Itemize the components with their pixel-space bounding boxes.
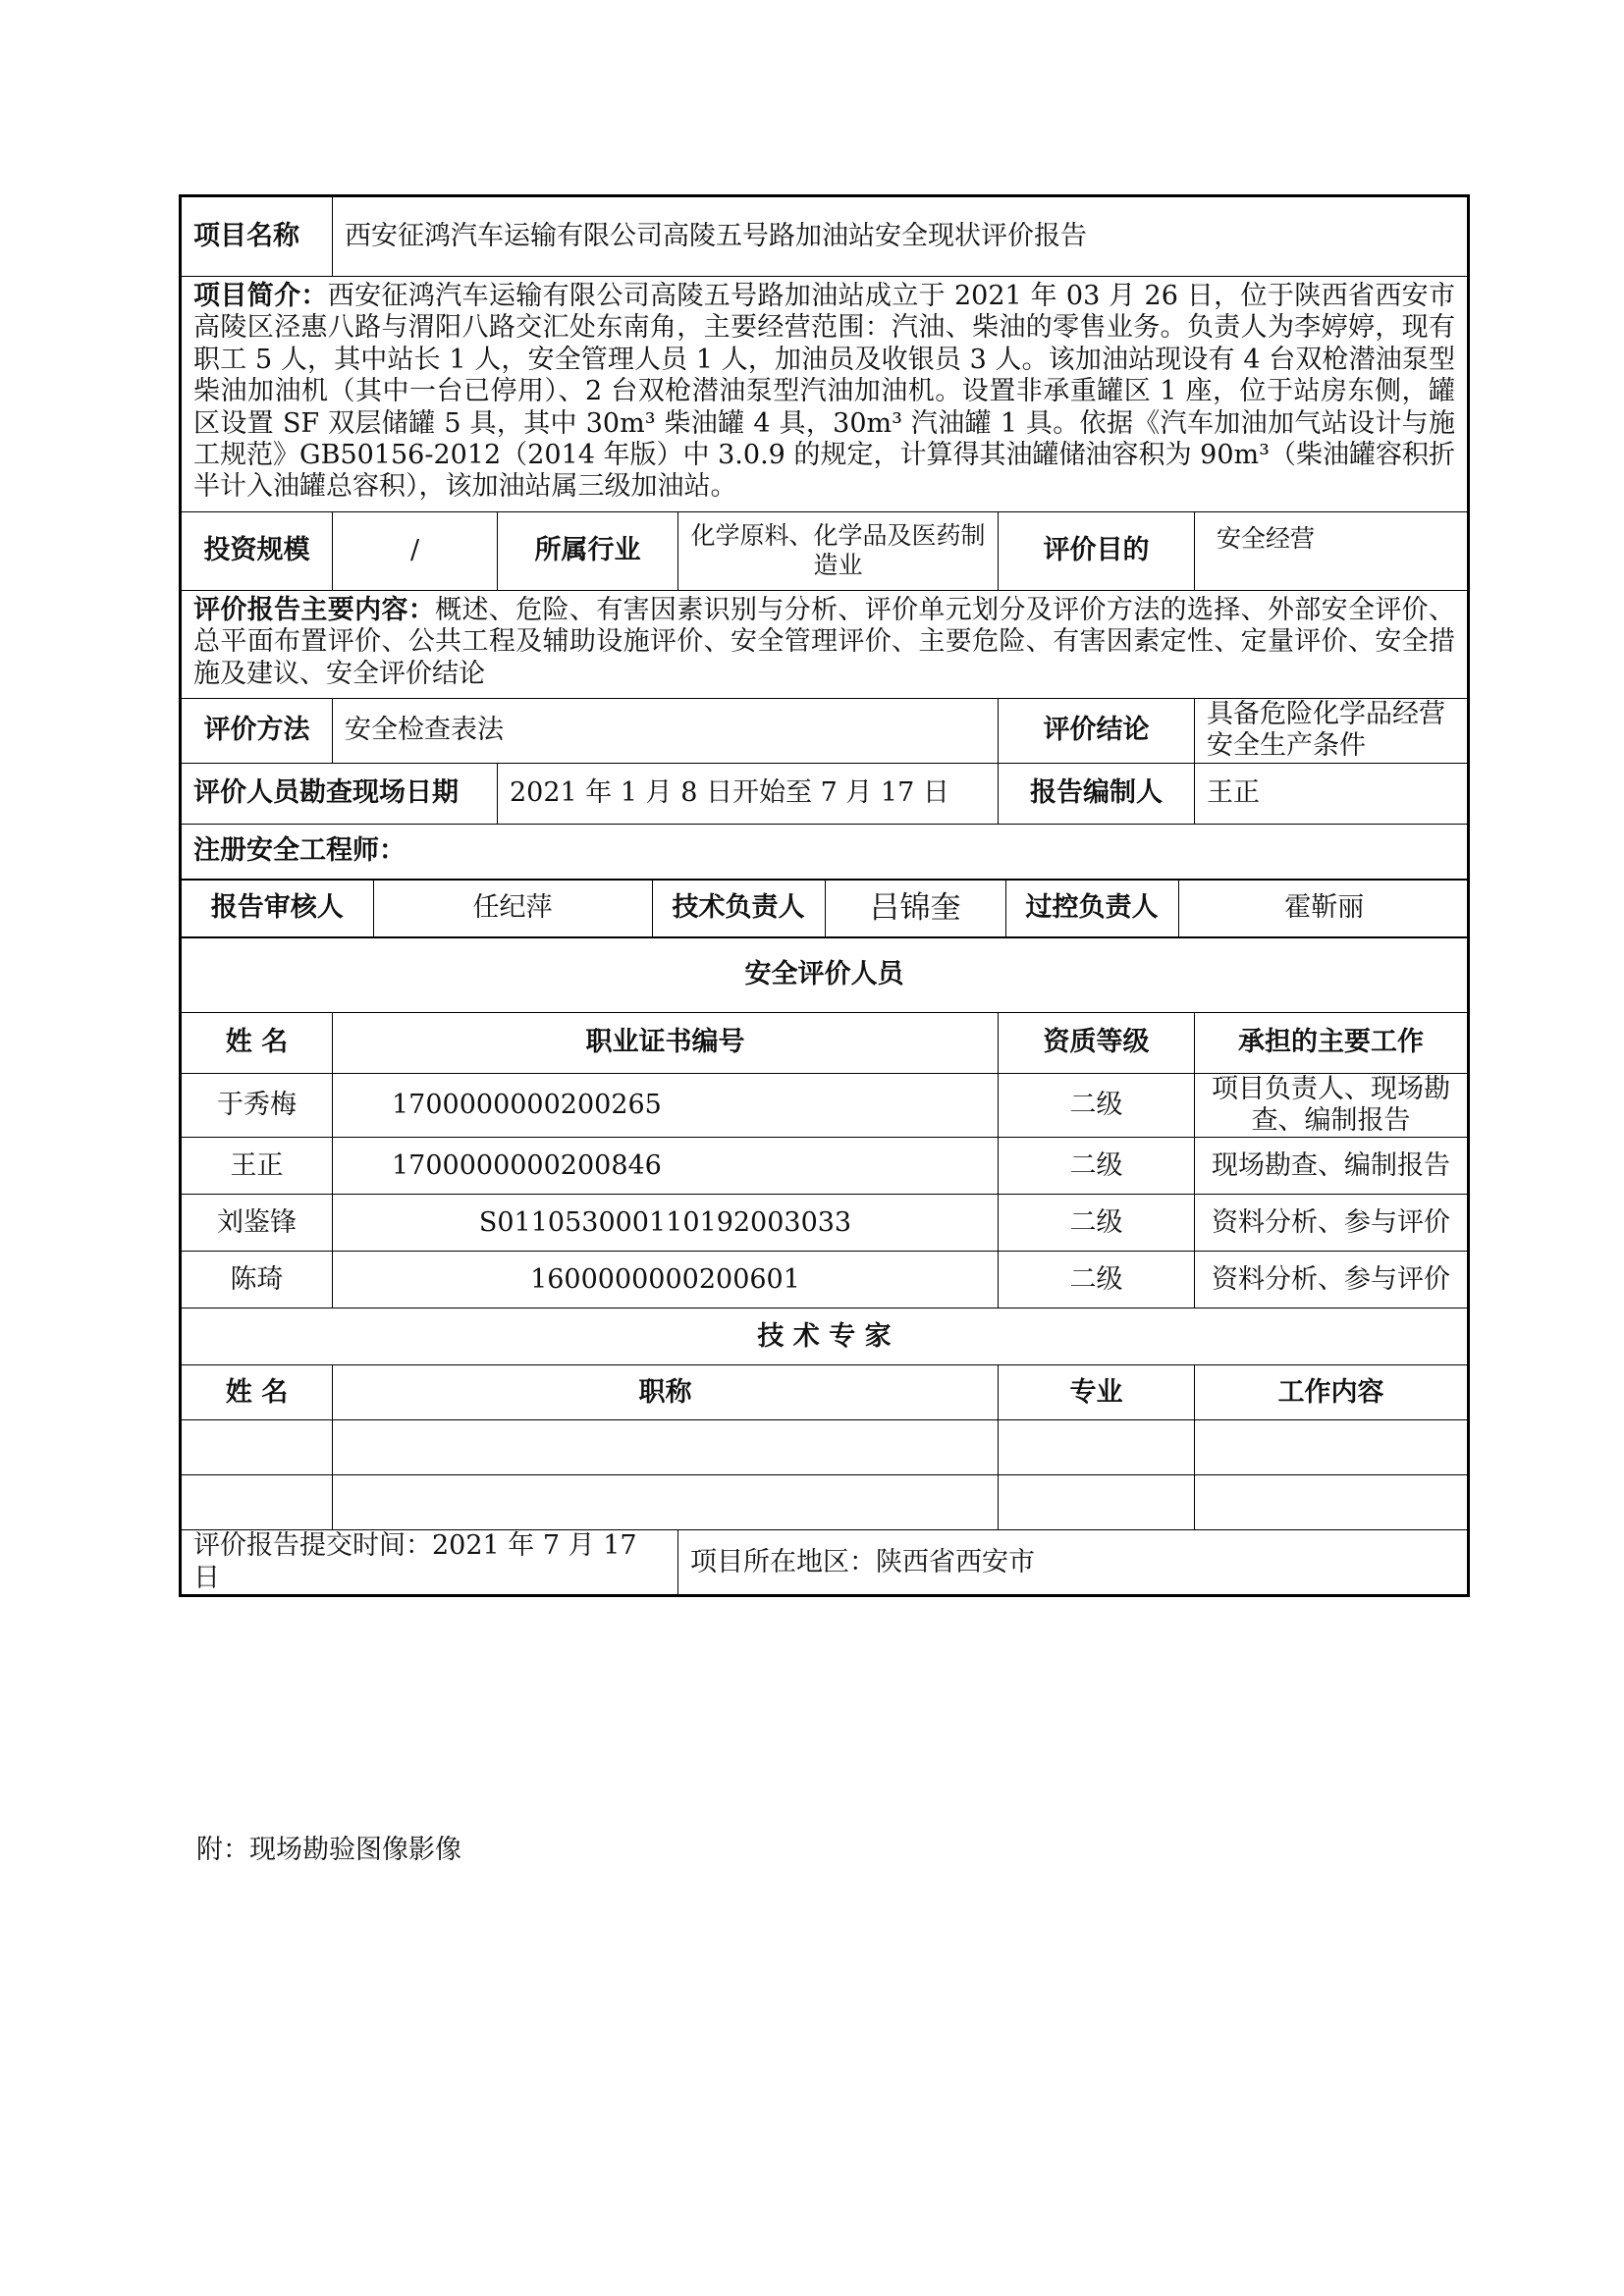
personnel-header-name: 姓 名 (181, 1012, 333, 1073)
submit-date: 评价报告提交时间：2021 年 7 月 17 日 (181, 1530, 678, 1596)
empty-cell (333, 1420, 999, 1475)
purpose-value: 安全经营 (1195, 511, 1469, 590)
personnel-header-level: 资质等级 (999, 1012, 1195, 1073)
content-text: 概述、危险、有害因素识别与分析、评价单元划分及评价方法的选择、外部安全评价、总平面布置评价、公共工程及辅助设施评价、安全管理评价、主要危险、有害因素定性、定量评价、安全措施及建议、安全评价结论 (193, 594, 1456, 689)
conclusion-value: 具备危险化学品经营安全生产条件 (1195, 698, 1469, 763)
empty-cell (1195, 1475, 1469, 1530)
survey-row (181, 763, 1469, 824)
personnel-level: 二级 (999, 1138, 1195, 1195)
content-label: 评价报告主要内容： (193, 594, 436, 625)
project-name-label: 项目名称 (181, 196, 333, 277)
method-value: 安全检查表法 (333, 698, 999, 763)
engineers-subtable (182, 880, 1469, 937)
personnel-header-cert: 职业证书编号 (333, 1012, 999, 1073)
personnel-level: 二级 (999, 1195, 1195, 1252)
project-name-value: 西安征鸿汽车运输有限公司高陵五号路加油站安全现状评价报告 (333, 196, 1469, 277)
personnel-work: 资料分析、参与评价 (1195, 1195, 1469, 1252)
survey-date-value: 2021 年 1 月 8 日开始至 7 月 17 日 (498, 763, 999, 824)
reviewer-label: 报告审核人 (182, 880, 373, 936)
experts-title: 技 术 专 家 (181, 1308, 1469, 1365)
investment-scale-label: 投资规模 (181, 511, 333, 590)
experts-header-work: 工作内容 (1195, 1365, 1469, 1420)
personnel-title-row (181, 937, 1469, 1012)
experts-header-major: 专业 (999, 1365, 1195, 1420)
tech-lead-label: 技术负责人 (652, 880, 825, 936)
process-lead-value: 霍靳丽 (1178, 880, 1469, 936)
experts-title-row (181, 1308, 1469, 1365)
report-table (179, 194, 1470, 1597)
table-row (181, 1252, 1469, 1308)
engineers-label: 注册安全工程师： (181, 824, 1469, 879)
personnel-cert: 1700000000200265 (333, 1073, 999, 1138)
project-location: 项目所在地区：陕西省西安市 (678, 1530, 1469, 1596)
empty-cell (181, 1475, 333, 1530)
method-label: 评价方法 (181, 698, 333, 763)
reviewer-value: 任纪萍 (373, 880, 652, 936)
process-lead-label: 过控负责人 (1005, 880, 1178, 936)
industry-value: 化学原料、化学品及医药制造业 (678, 511, 999, 590)
experts-header-name: 姓 名 (181, 1365, 333, 1420)
personnel-cert: S011053000110192003033 (333, 1195, 999, 1252)
personnel-name: 陈琦 (181, 1252, 333, 1308)
personnel-name: 王正 (181, 1138, 333, 1195)
purpose-label: 评价目的 (999, 511, 1195, 590)
investment-scale-value: / (333, 511, 498, 590)
report-form (179, 194, 1467, 1597)
empty-cell (333, 1475, 999, 1530)
conclusion-label: 评价结论 (999, 698, 1195, 763)
personnel-header-work: 承担的主要工作 (1195, 1012, 1469, 1073)
method-row (181, 698, 1469, 763)
empty-cell (1195, 1420, 1469, 1475)
industry-label: 所属行业 (498, 511, 678, 590)
project-intro-text: 西安征鸿汽车运输有限公司高陵五号路加油站成立于 2021 年 03 月 26 日，位于陕西省西安市高陵区泾惠八路与渭阳八路交汇处东南角，主要经营范围：汽油、柴油的零售业务。负责人为李婷婷，现有职工 5 人，其中站长 1 人，安全管理人员 1 人，加油员及收银员 3 人。该加油站现设有 4 台双枪潜油泵型柴油加油机（其中一台已停用）、2 台双枪潜油泵型汽油加油机。设置非承重罐区 1 座，位于站房东侧，罐区设置 SF 双层储罐 5 具，其中 30m³ 柴油罐 4 具，30m³ 汽油罐 1 具。依据《汽车加油加气站设计与施工规范》GB50156-2012（2014 年版）中 3.0.9 的规定，计算得其油罐储油容积为 90m³（柴油罐容积折半计入油罐总容积），该加油站属三级加油站。 (193, 281, 1456, 503)
survey-date-label: 评价人员勘查现场日期 (181, 763, 498, 824)
personnel-level: 二级 (999, 1073, 1195, 1138)
table-row (181, 1195, 1469, 1252)
engineers-cell (181, 879, 1469, 937)
table-row (181, 1138, 1469, 1195)
editor-value: 王正 (1195, 763, 1469, 824)
content-row (181, 590, 1469, 698)
personnel-cert: 1700000000200846 (333, 1138, 999, 1195)
personnel-header-row (181, 1012, 1469, 1073)
personnel-name: 刘鉴锋 (181, 1195, 333, 1252)
project-intro-label: 项目简介： (193, 281, 328, 311)
personnel-work: 现场勘查、编制报告 (1195, 1138, 1469, 1195)
empty-cell (999, 1420, 1195, 1475)
attachment-note: 附：现场勘验图像影像 (196, 1835, 461, 1865)
table-row (181, 1475, 1469, 1530)
personnel-work: 资料分析、参与评价 (1195, 1252, 1469, 1308)
engineers-label-row (181, 824, 1469, 879)
editor-label: 报告编制人 (999, 763, 1195, 824)
personnel-name: 于秀梅 (181, 1073, 333, 1138)
project-intro-row (181, 277, 1469, 512)
personnel-title: 安全评价人员 (181, 937, 1469, 1012)
experts-header-title: 职称 (333, 1365, 999, 1420)
investment-row (181, 511, 1469, 590)
empty-cell (999, 1475, 1195, 1530)
engineers-row (181, 879, 1469, 937)
table-row (181, 1420, 1469, 1475)
table-row (181, 1073, 1469, 1138)
tech-lead-value: 吕锦奎 (825, 880, 1005, 936)
project-intro-cell (181, 277, 1469, 512)
personnel-work: 项目负责人、现场勘查、编制报告 (1195, 1073, 1469, 1138)
content-cell (181, 590, 1469, 698)
project-name-row (181, 196, 1469, 277)
empty-cell (181, 1420, 333, 1475)
experts-header-row (181, 1365, 1469, 1420)
personnel-level: 二级 (999, 1252, 1195, 1308)
footer-row (181, 1530, 1469, 1596)
personnel-cert: 1600000000200601 (333, 1252, 999, 1308)
